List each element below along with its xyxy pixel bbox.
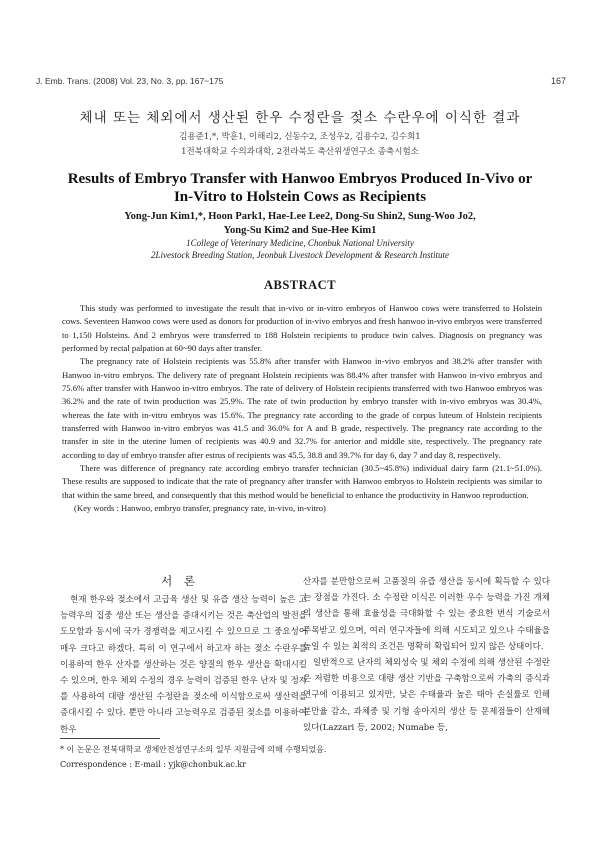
intro-right-column bbox=[303, 574, 550, 736]
abstract-keywords: (Key words : Hanwoo, embryo transfer, pregnancy rate, in-vivo, in-vitro) bbox=[74, 503, 326, 514]
english-title-line1: Results of Embryo Transfer with Hanwoo Embryos Produced In-Vivo or bbox=[67, 171, 533, 187]
footnote-divider bbox=[60, 738, 160, 739]
intro-right-paragraph-1: 산자를 분만함으로써 고품질의 유즙 생산을 동시에 획득할 수 있다는 장점을 가진다. 소 수정란 이식은 이러한 우수 능력을 가진 개체의 생산을 통해 효율성을 극대화할 수 있는 중요한 번식 기술로서 주목받고 있으며, 여러 연구자들에 의해 시도되고 있으나 수태율을 높일 수 있는 최적의 조건은 명확히 확립되어 있지 않은 상태이다. bbox=[303, 577, 550, 652]
korean-affiliation: 1전북대학교 수의과대학, 2전라북도 축산위생연구소 종축시험소 bbox=[181, 147, 419, 157]
introduction-heading: 서 론 bbox=[161, 574, 199, 588]
korean-authors: 김용준1,*, 박훈1, 이해리2, 신동수2, 조성우2, 김용수2, 김수희1 bbox=[179, 132, 421, 142]
english-affiliations bbox=[60, 237, 540, 261]
footnote-funding: * 이 논문은 전북대학교 생체안전성연구소의 일부 지원금에 의해 수행되었음. bbox=[60, 745, 327, 754]
page-number: 167 bbox=[550, 76, 566, 86]
abstract-paragraph-1: This study was performed to investigate the result that in-vivo or in-vitro embryos of Hanwoo cows were transferred to Holstein cows. Seventeen Hanwoo cows were used as donors for production of in-vivo embryos and fresh hanwoo in-vivo embryos were transferred to 1,150 Holsteins. And 2 embryos were transferred to 188 Holstein recipients to produce twin calves. Diagnosis on pregnancy was performed by rectal palpation at 60~90 days after transfer. bbox=[62, 303, 542, 354]
english-authors bbox=[60, 210, 540, 238]
intro-right-paragraph-2: 일반적으로 난자의 체외성숙 및 체외 수정에 의해 생산된 수정란은 저렴한 비용으로 대량 생산 기반을 구축함으로써 가축의 증식과 연구에 이용되고 있지만, 낮은 수태율과 높은 태아 손실률로 인해 분만율 감소, 과체중 및 기형 송아지의 생산 등 문제점들이 산재해 있다(Lazzari 등, 2002; Numabe 등, bbox=[303, 658, 550, 733]
footnote-correspondence: Correspondence : E-mail : yjk@chonbuk.ac.kr bbox=[60, 760, 247, 769]
intro-left-paragraph: 현재 한우와 젖소에서 고급육 생산 및 유즙 생산 능력이 높은 고능력우의 집중 생산 또는 생산을 증대시키는 것은 축산업의 발전을 도모함과 동시에 국가 경쟁력을 제고시킬 수 있으므로 그 중요성이 매우 크다고 하겠다. 특히 이 연구에서 하고자 하는 젖소 수란우를 이용하여 한우 산자를 생산하는 것은 양질의 한우 생산을 확대시킬 수 있으며, 한우 체외 수정의 경우 능력이 검증된 한우 난자 및 정자를 사용하여 대량 생산된 수정란을 젖소에 이식함으로써 생산력을 증대시킬 수 있다. 뿐만 아니라 고능력우로 검증된 젖소를 이용하여 한우 bbox=[60, 595, 307, 735]
english-title bbox=[60, 170, 540, 206]
abstract-body bbox=[62, 302, 542, 516]
english-affiliation-2: 2Livestock Breeding Station, Jeonbuk Livestock Development & Research Institute bbox=[151, 250, 449, 260]
english-affiliation-1: 1College of Veterinary Medicine, Chonbuk National University bbox=[186, 238, 414, 248]
abstract-paragraph-3: There was difference of pregnancy rate according embryo transfer technician (30.5~45.8%) individual dairy farm (21.1~51.0%). These results are supposed to indicate that the rate of pregnancy after transfer with Hanwoo embryos to Holstein recipients was similar to that within the same breed, and consequently that this method would be beneficial to enhance the productivity in Hanwoo reproduction. bbox=[62, 463, 542, 500]
journal-citation: J. Emb. Trans. (2008) Vol. 23, No. 3, pp. 167~175 bbox=[36, 76, 224, 86]
intro-left-column bbox=[60, 592, 307, 738]
abstract-heading: ABSTRACT bbox=[263, 278, 337, 292]
english-authors-line2: Yong-Su Kim2 and Sue-Hee Kim1 bbox=[223, 225, 377, 236]
korean-title: 체내 또는 체외에서 생산된 한우 수정란을 젖소 수란우에 이식한 결과 bbox=[79, 110, 521, 126]
english-title-line2: In-Vitro to Holstein Cows as Recipients bbox=[173, 189, 427, 205]
english-authors-line1: Yong-Jun Kim1,*, Hoon Park1, Hae-Lee Lee2, Dong-Su Shin2, Sung-Woo Jo2, bbox=[124, 211, 476, 222]
abstract-paragraph-2: The pregnancy rate of Holstein recipients was 55.8% after transfer with Hanwoo in-vivo embryos and 38.2% after transfer with Hanwoo in-vitro embryos. The delivery rate of pregnant Holstein recipients was 88.4% after transfer with Hanwoo in-vivo embryos and 75.6% after transfer with Hanwoo in-vitro embryos. The rate of delivery of Holstein recipients transferred with two Hanwoo embryos was 36.2% and the rate of twin production was 25.9%. The rate of twin production by embryo transfer with in-vivo embryos was 30.4%, whereas the fate with in-vitro embryos was 15.6%. The pregnancy rate according to the grade of corpus luteum of Holstein recipients transferred with Hanwoo in-vitro embryos was 41.5 and 36.0% for A and B grade, respectively. The pregnancy rate according to the transfer in site in the uterine lumen of recipients was 40.9 and 32.7% for anterior and middle site, respectively. The pregnancy rate according to day of embryo transfer after estrus of recipients was 45.5, 38.8 and 39.7% for day 6, day 7 and day 8, respectively. bbox=[62, 356, 542, 460]
